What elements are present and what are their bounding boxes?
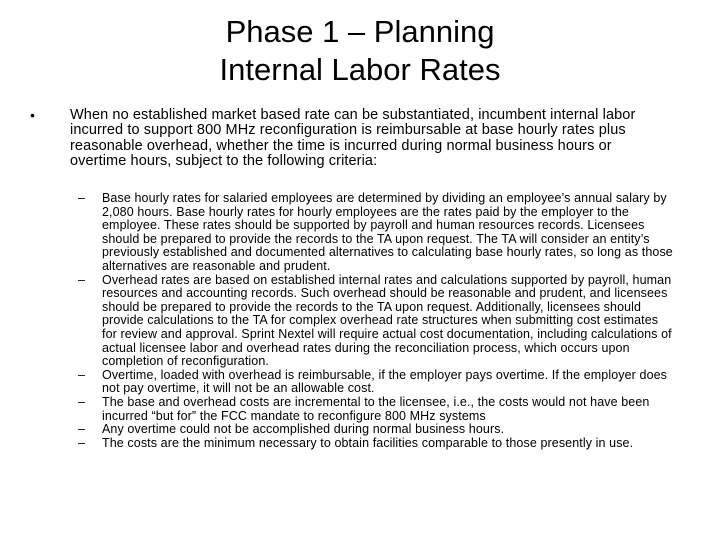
list-item [78,437,676,451]
criteria-text: Any overtime could not be accomplished during normal business hours. [102,422,505,437]
list-item [78,192,676,274]
list-item [78,274,676,369]
criteria-text: Overhead rates are based on established internal rates and calculations supported by payroll, human resources and accounting records. Such overhead should be reasonable and prudent, and licensees should be prepared to provide the records to the TA upon request. Additionally, licensees should provide calculations to the TA for complex overhead rate structures when submitting cost estimates for review and approval. Sprint Nextel will require actual cost documentation, including calculations of actual licensee labor and overhead rates during the reconciliation process, which occurs upon completion of reconfiguration. [102,272,672,369]
main-bullet-text: When no established market based rate can be substantiated, incumbent internal labor incurred to support 800 MHz reconfiguration is reimbursable at base hourly rates plus reasonable overhead, whether the time is incurred during normal business hours or overtime hours, subject to the following criteria: [70,107,636,170]
list-item [78,369,676,396]
dash-marker: – [78,394,85,409]
dash-marker: – [78,422,85,437]
bullet-marker: • [30,107,35,123]
criteria-text: The base and overhead costs are incremental to the licensee, i.e., the costs would not have been incurred “but for” the FCC mandate to reconfigure 800 MHz systems [102,394,650,423]
slide-title [0,13,720,89]
criteria-text: Overtime, loaded with overhead is reimbursable, if the employer pays overtime. If the employer does not pay overtime, it will not be an allowable cost. [102,367,668,396]
dash-marker: – [78,191,85,205]
criteria-text: The costs are the minimum necessary to obtain facilities comparable to those presently in use. [102,435,634,450]
criteria-text: Base hourly rates for salaried employees are determined by dividing an employee’s annual salary by 2,080 hours. Base hourly rates for hourly employees are the rates paid by the employer to the employee. These rates should be supported by payroll and human resources records. Licensees should be prepared to provide the records to the TA upon request. The TA will consider an entity’s previously established and documented alternatives to calculating base hourly rates, so long as those alternatives are reasonable and prudent. [102,191,673,273]
dash-marker: – [78,435,85,450]
title-line-2: Internal Labor Rates [219,52,501,87]
list-item [78,423,676,437]
list-item [78,396,676,423]
dash-marker: – [78,272,85,287]
criteria-list [78,192,676,450]
dash-marker: – [78,367,85,382]
title-line-1: Phase 1 – Planning [225,14,495,49]
